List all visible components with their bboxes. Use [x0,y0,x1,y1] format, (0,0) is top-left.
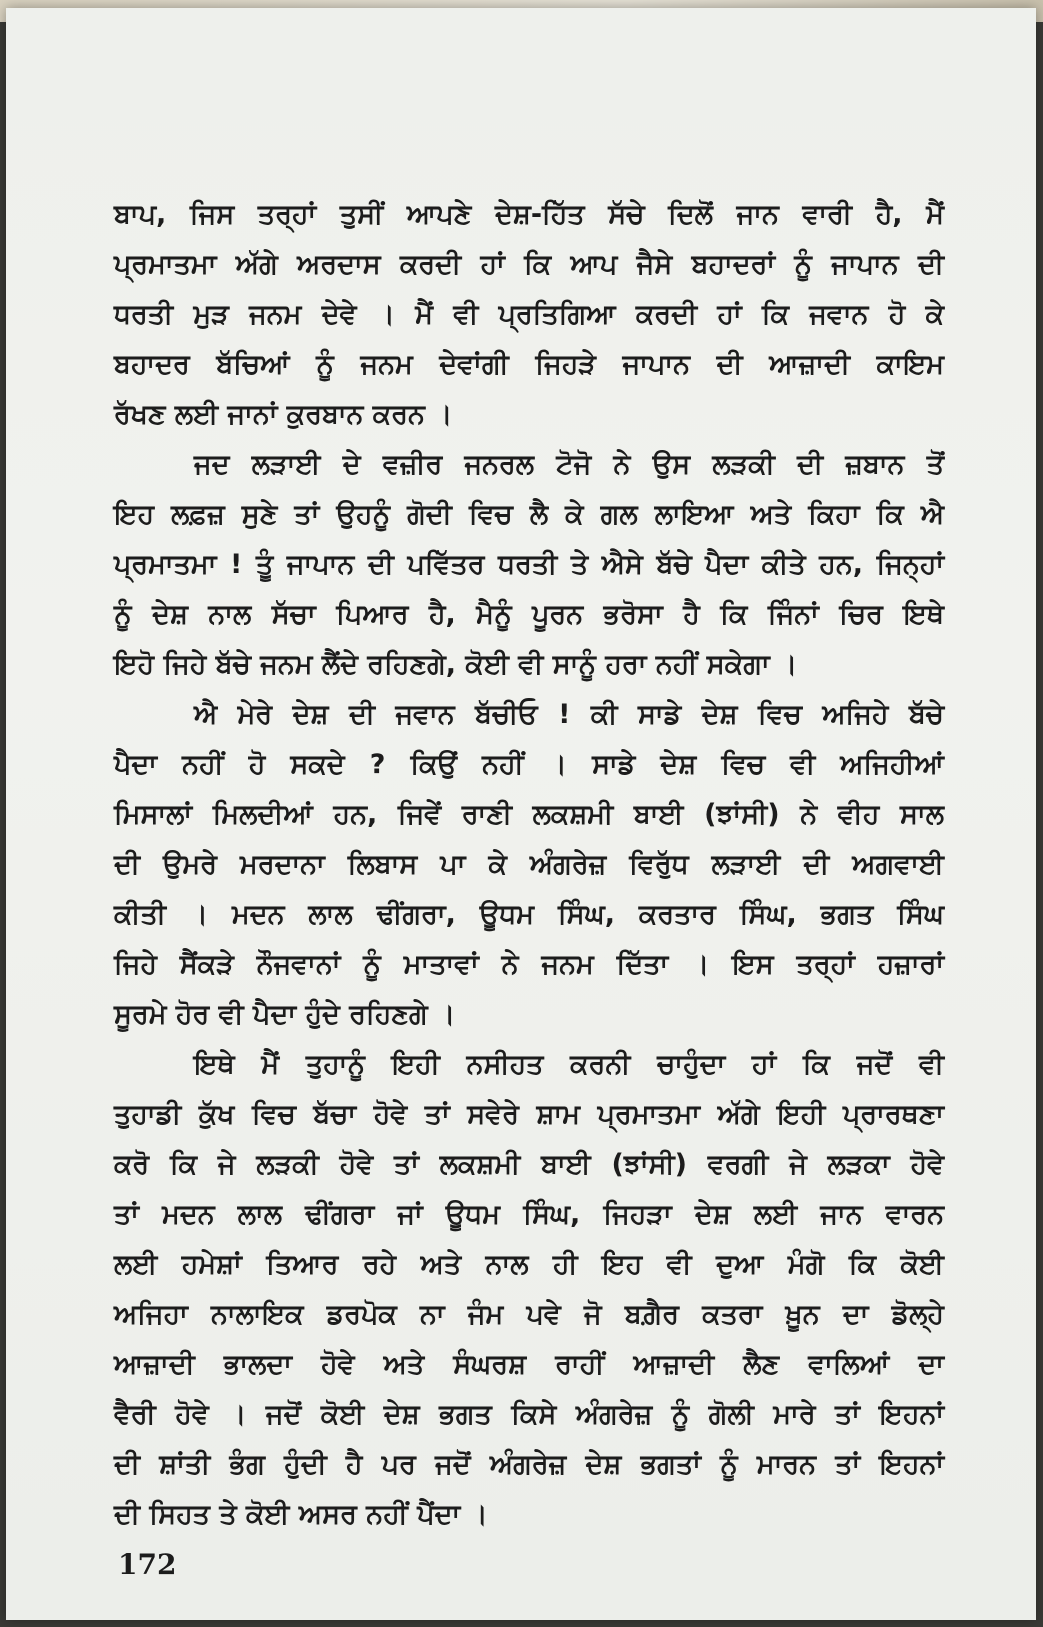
text-line: ਵੈਰੀ ਹੋਵੇ । ਜਦੋਂ ਕੋਈ ਦੇਸ਼ ਭਗਤ ਕਿਸੇ ਅੰਗਰੇਜ਼ ਨੂੰ ਗੋਲੀ ਮਾਰੇ ਤਾਂ ਇਹਨਾਂ [114,1399,944,1430]
page-text [114,190,944,1540]
text-line: ਕੀਤੀ । ਮਦਨ ਲਾਲ ਢੀਂਗਰਾ, ਊਧਮ ਸਿੰਘ, ਕਰਤਾਰ ਸਿੰਘ, ਭਗਤ ਸਿੰਘ [114,899,944,930]
text-line: ਤਾਂ ਮਦਨ ਲਾਲ ਢੀਂਗਰਾ ਜਾਂ ਊਧਮ ਸਿੰਘ, ਜਿਹੜਾ ਦੇਸ਼ ਲਈ ਜਾਨ ਵਾਰਨ [114,1199,944,1230]
text-line: ਦੀ ਸਿਹਤ ਤੇ ਕੋਈ ਅਸਰ ਨਹੀਂ ਪੈਂਦਾ । [114,1499,488,1530]
text-line: ਅਜਿਹਾ ਨਾਲਾਇਕ ਡਰਪੋਕ ਨਾ ਜੰਮ ਪਵੇ ਜੋ ਬਗ਼ੈਰ ਕਤਰਾ ਖ਼ੂਨ ਦਾ ਡੋਲ੍ਹੇ [114,1299,944,1330]
text-line: ਕਰੋ ਕਿ ਜੇ ਲੜਕੀ ਹੋਵੇ ਤਾਂ ਲਕਸ਼ਮੀ ਬਾਈ (ਝਾਂਸੀ) ਵਰਗੀ ਜੇ ਲੜਕਾ ਹੋਵੇ [114,1149,944,1180]
text-line: ਲਈ ਹਮੇਸ਼ਾਂ ਤਿਆਰ ਰਹੇ ਅਤੇ ਨਾਲ ਹੀ ਇਹ ਵੀ ਦੁਆ ਮੰਗੋ ਕਿ ਕੋਈ [114,1249,944,1280]
text-line: ਇਹ ਲਫ਼ਜ਼ ਸੁਣੇ ਤਾਂ ਉਹਨੂੰ ਗੋਦੀ ਵਿਚ ਲੈ ਕੇ ਗਲ ਲਾਇਆ ਅਤੇ ਕਿਹਾ ਕਿ ਐ [114,499,944,530]
text-line: ਦੀ ਸ਼ਾਂਤੀ ਭੰਗ ਹੁੰਦੀ ਹੈ ਪਰ ਜਦੋਂ ਅੰਗਰੇਜ਼ ਦੇਸ਼ ਭਗਤਾਂ ਨੂੰ ਮਾਰਨ ਤਾਂ ਇਹਨਾਂ [114,1449,944,1480]
text-line: ਇਹੋ ਜਿਹੇ ਬੱਚੇ ਜਨਮ ਲੈਂਦੇ ਰਹਿਣਗੇ, ਕੋਈ ਵੀ ਸਾਨੂੰ ਹਰਾ ਨਹੀਂ ਸਕੇਗਾ । [114,649,798,680]
text-line: ਇਥੇ ਮੈਂ ਤੁਹਾਨੂੰ ਇਹੀ ਨਸੀਹਤ ਕਰਨੀ ਚਾਹੁੰਦਾ ਹਾਂ ਕਿ ਜਦੋਂ ਵੀ [194,1049,944,1080]
text-line: ਪ੍ਰਮਾਤਮਾ ! ਤੂੰ ਜਾਪਾਨ ਦੀ ਪਵਿੱਤਰ ਧਰਤੀ ਤੇ ਐਸੇ ਬੱਚੇ ਪੈਦਾ ਕੀਤੇ ਹਨ, ਜਿਨ੍ਹਾਂ [114,549,944,580]
text-line: ਪ੍ਰਮਾਤਮਾ ਅੱਗੇ ਅਰਦਾਸ ਕਰਦੀ ਹਾਂ ਕਿ ਆਪ ਜੈਸੇ ਬਹਾਦਰਾਂ ਨੂੰ ਜਾਪਾਨ ਦੀ [114,249,944,280]
text-line: ਤੁਹਾਡੀ ਕੁੱਖ ਵਿਚ ਬੱਚਾ ਹੋਵੇ ਤਾਂ ਸਵੇਰੇ ਸ਼ਾਮ ਪ੍ਰਮਾਤਮਾ ਅੱਗੇ ਇਹੀ ਪ੍ਰਾਰਥਣਾ [114,1099,944,1130]
text-line: ਐ ਮੇਰੇ ਦੇਸ਼ ਦੀ ਜਵਾਨ ਬੱਚੀਓ ! ਕੀ ਸਾਡੇ ਦੇਸ਼ ਵਿਚ ਅਜਿਹੇ ਬੱਚੇ [194,699,944,730]
book-page [6,8,1036,1620]
text-line: ਰੱਖਣ ਲਈ ਜਾਨਾਂ ਕੁਰਬਾਨ ਕਰਨ । [114,399,453,430]
text-line: ਸੂਰਮੇ ਹੋਰ ਵੀ ਪੈਦਾ ਹੁੰਦੇ ਰਹਿਣਗੇ । [114,999,456,1030]
text-line: ਦੀ ਉਮਰੇ ਮਰਦਾਨਾ ਲਿਬਾਸ ਪਾ ਕੇ ਅੰਗਰੇਜ਼ ਵਿਰੁੱਧ ਲੜਾਈ ਦੀ ਅਗਵਾਈ [114,849,944,880]
page-number: 172 [118,1548,177,1581]
text-line: ਨੂੰ ਦੇਸ਼ ਨਾਲ ਸੱਚਾ ਪਿਆਰ ਹੈ, ਮੈਨੂੰ ਪੂਰਨ ਭਰੋਸਾ ਹੈ ਕਿ ਜਿੰਨਾਂ ਚਿਰ ਇਥੇ [114,599,944,630]
text-line: ਬਾਪ, ਜਿਸ ਤਰ੍ਹਾਂ ਤੁਸੀਂ ਆਪਣੇ ਦੇਸ਼-ਹਿੱਤ ਸੱਚੇ ਦਿਲੋਂ ਜਾਨ ਵਾਰੀ ਹੈ, ਮੈਂ [114,199,944,230]
text-line: ਜਦ ਲੜਾਈ ਦੇ ਵਜ਼ੀਰ ਜਨਰਲ ਟੋਜੋ ਨੇ ਉਸ ਲੜਕੀ ਦੀ ਜ਼ਬਾਨ ਤੋਂ [194,449,944,480]
text-line: ਪੈਦਾ ਨਹੀਂ ਹੋ ਸਕਦੇ ? ਕਿਉਂ ਨਹੀਂ । ਸਾਡੇ ਦੇਸ਼ ਵਿਚ ਵੀ ਅਜਿਹੀਆਂ [114,749,944,780]
text-line: ਆਜ਼ਾਦੀ ਭਾਲਦਾ ਹੋਵੇ ਅਤੇ ਸੰਘਰਸ਼ ਰਾਹੀਂ ਆਜ਼ਾਦੀ ਲੈਣ ਵਾਲਿਆਂ ਦਾ [114,1349,944,1380]
text-line: ਜਿਹੇ ਸੈਂਕੜੇ ਨੌਜਵਾਨਾਂ ਨੂੰ ਮਾਤਾਵਾਂ ਨੇ ਜਨਮ ਦਿੱਤਾ । ਇਸ ਤਰ੍ਹਾਂ ਹਜ਼ਾਰਾਂ [114,949,944,980]
text-line: ਬਹਾਦਰ ਬੱਚਿਆਂ ਨੂੰ ਜਨਮ ਦੇਵਾਂਗੀ ਜਿਹੜੇ ਜਾਪਾਨ ਦੀ ਆਜ਼ਾਦੀ ਕਾਇਮ [114,349,944,380]
text-line: ਧਰਤੀ ਮੁੜ ਜਨਮ ਦੇਵੇ । ਮੈਂ ਵੀ ਪ੍ਰਤਿਗਿਆ ਕਰਦੀ ਹਾਂ ਕਿ ਜਵਾਨ ਹੋ ਕੇ [114,299,944,330]
text-line: ਮਿਸਾਲਾਂ ਮਿਲਦੀਆਂ ਹਨ, ਜਿਵੇਂ ਰਾਣੀ ਲਕਸ਼ਮੀ ਬਾਈ (ਝਾਂਸੀ) ਨੇ ਵੀਹ ਸਾਲ [114,799,944,830]
